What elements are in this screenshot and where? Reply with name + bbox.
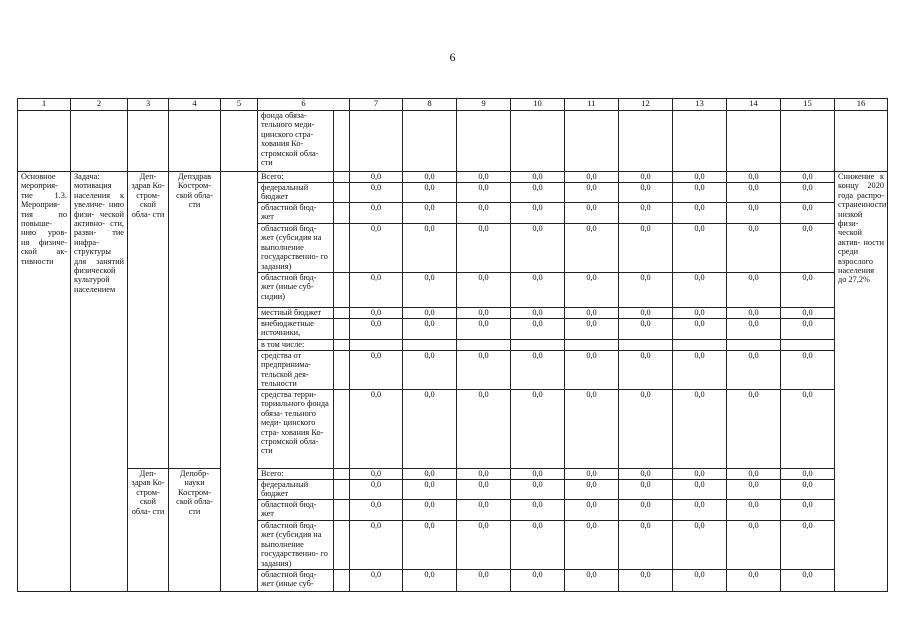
gap-cell (334, 340, 350, 351)
value-cell: 0,0 (565, 224, 619, 273)
value-cell: 0,0 (403, 570, 457, 592)
value-cell: 0,0 (350, 203, 403, 224)
source-label: областной бюд- жет (258, 203, 334, 224)
source-label: фонда обяза- тельного меди- цинского стра- хования Ко- стромской обла- сти (258, 111, 334, 172)
empty-cell (169, 111, 221, 172)
value-cell: 0,0 (565, 319, 619, 340)
value-cell: 0,0 (781, 570, 835, 592)
gap-cell (334, 203, 350, 224)
gap-cell (334, 570, 350, 592)
co-executor: Депобр- науки Костром- ской обла- сти (169, 469, 221, 592)
value-cell: 0,0 (619, 521, 673, 570)
value-cell: 0,0 (673, 224, 727, 273)
value-cell: 0,0 (565, 390, 619, 469)
gap-cell (334, 172, 350, 183)
value-cell: 0,0 (565, 351, 619, 390)
value-cell: 0,0 (511, 351, 565, 390)
page-number: 6 (449, 50, 456, 64)
value-cell: 0,0 (457, 203, 511, 224)
value-cell: 0,0 (457, 319, 511, 340)
empty-cell (835, 111, 888, 172)
gap-cell (334, 224, 350, 273)
value-cell: 0,0 (565, 570, 619, 592)
value-cell: 0,0 (619, 351, 673, 390)
value-cell: 0,0 (673, 390, 727, 469)
value-cell: 0,0 (457, 308, 511, 319)
value-cell: 0,0 (781, 172, 835, 183)
value-cell (781, 111, 835, 172)
header-cell: 6 (258, 99, 350, 111)
header-cell: 9 (457, 99, 511, 111)
value-cell: 0,0 (727, 308, 781, 319)
source-label: областной бюд- жет (иные суб- сидии) (258, 273, 334, 308)
value-cell (511, 111, 565, 172)
value-cell: 0,0 (403, 203, 457, 224)
value-cell: 0,0 (457, 172, 511, 183)
measure-name: Основное мероприя- тие 1.3. Мероприя- тия по повыше- нию уров- ня физиче- ской ак- тивности (18, 172, 71, 592)
value-cell: 0,0 (619, 390, 673, 469)
value-cell (727, 340, 781, 351)
funding-table (17, 98, 888, 592)
value-cell: 0,0 (511, 480, 565, 500)
value-cell: 0,0 (403, 521, 457, 570)
value-cell: 0,0 (403, 500, 457, 521)
value-cell: 0,0 (350, 308, 403, 319)
value-cell: 0,0 (403, 224, 457, 273)
gap-cell (334, 480, 350, 500)
value-cell: 0,0 (781, 390, 835, 469)
value-cell: 0,0 (673, 183, 727, 203)
value-cell: 0,0 (619, 273, 673, 308)
gap-cell (334, 319, 350, 340)
value-cell: 0,0 (727, 570, 781, 592)
value-cell (511, 340, 565, 351)
value-cell: 0,0 (403, 469, 457, 480)
value-cell (619, 111, 673, 172)
source-label: внебюджетные источники, (258, 319, 334, 340)
co-executor: Депздрав Костром- ской обла- сти (169, 172, 221, 469)
value-cell: 0,0 (403, 308, 457, 319)
value-cell: 0,0 (565, 172, 619, 183)
source-label: средства от предпринима- тельской дея- тельности (258, 351, 334, 390)
value-cell: 0,0 (781, 319, 835, 340)
value-cell: 0,0 (727, 273, 781, 308)
value-cell: 0,0 (727, 351, 781, 390)
value-cell: 0,0 (511, 319, 565, 340)
value-cell: 0,0 (511, 172, 565, 183)
value-cell: 0,0 (403, 183, 457, 203)
value-cell: 0,0 (619, 500, 673, 521)
value-cell: 0,0 (457, 480, 511, 500)
value-cell: 0,0 (781, 480, 835, 500)
value-cell: 0,0 (511, 308, 565, 319)
value-cell: 0,0 (511, 500, 565, 521)
empty-cell (128, 111, 169, 172)
value-cell: 0,0 (350, 224, 403, 273)
value-cell (403, 340, 457, 351)
value-cell: 0,0 (781, 183, 835, 203)
value-cell: 0,0 (403, 351, 457, 390)
header-cell: 10 (511, 99, 565, 111)
value-cell: 0,0 (673, 469, 727, 480)
value-cell: 0,0 (727, 172, 781, 183)
value-cell: 0,0 (350, 351, 403, 390)
header-cell: 1 (18, 99, 71, 111)
value-cell: 0,0 (727, 183, 781, 203)
value-cell: 0,0 (565, 469, 619, 480)
empty-cell (221, 111, 258, 172)
value-cell (673, 340, 727, 351)
value-cell: 0,0 (673, 521, 727, 570)
value-cell: 0,0 (673, 500, 727, 521)
empty-cell (71, 111, 128, 172)
header-cell: 12 (619, 99, 673, 111)
value-cell: 0,0 (673, 308, 727, 319)
value-cell: 0,0 (619, 480, 673, 500)
gap-cell (334, 469, 350, 480)
source-label: Всего: (258, 469, 334, 480)
source-label: в том числе: (258, 340, 334, 351)
value-cell: 0,0 (350, 570, 403, 592)
value-cell (403, 111, 457, 172)
gap-cell (334, 273, 350, 308)
value-cell (727, 111, 781, 172)
value-cell: 0,0 (350, 521, 403, 570)
value-cell: 0,0 (511, 273, 565, 308)
expected-result: Снижение к концу 2020 года распро- страненности низкой физи- ческой актив- ности среди взрослого населения до 27,2% (835, 172, 888, 592)
value-cell: 0,0 (457, 351, 511, 390)
header-cell: 3 (128, 99, 169, 111)
value-cell: 0,0 (457, 469, 511, 480)
value-cell: 0,0 (350, 390, 403, 469)
funding-row (18, 469, 888, 480)
gap-cell (334, 500, 350, 521)
value-cell: 0,0 (457, 273, 511, 308)
value-cell: 0,0 (565, 480, 619, 500)
value-cell: 0,0 (403, 319, 457, 340)
value-cell: 0,0 (781, 351, 835, 390)
gap-cell (334, 521, 350, 570)
value-cell: 0,0 (619, 224, 673, 273)
header-cell: 11 (565, 99, 619, 111)
header-row (18, 99, 888, 111)
value-cell: 0,0 (619, 469, 673, 480)
value-cell: 0,0 (781, 224, 835, 273)
value-cell: 0,0 (350, 172, 403, 183)
gap-cell (334, 351, 350, 390)
value-cell: 0,0 (781, 308, 835, 319)
value-cell: 0,0 (673, 273, 727, 308)
value-cell: 0,0 (565, 203, 619, 224)
value-cell: 0,0 (350, 273, 403, 308)
header-cell: 8 (403, 99, 457, 111)
value-cell: 0,0 (727, 224, 781, 273)
source-label: федеральный бюджет (258, 480, 334, 500)
value-cell: 0,0 (457, 224, 511, 273)
empty-cell (221, 172, 258, 592)
value-cell: 0,0 (727, 480, 781, 500)
source-label: областной бюд- жет (субсидия на выполнение государственно- го задания) (258, 521, 334, 570)
gap-cell (334, 183, 350, 203)
value-cell: 0,0 (565, 183, 619, 203)
gap-cell (334, 308, 350, 319)
value-cell: 0,0 (673, 319, 727, 340)
empty-cell (18, 111, 71, 172)
value-cell: 0,0 (565, 308, 619, 319)
header-cell: 13 (673, 99, 727, 111)
value-cell (350, 111, 403, 172)
value-cell: 0,0 (619, 183, 673, 203)
value-cell: 0,0 (565, 273, 619, 308)
value-cell: 0,0 (565, 521, 619, 570)
source-label: областной бюд- жет (иные суб- (258, 570, 334, 592)
value-cell: 0,0 (457, 521, 511, 570)
value-cell (457, 111, 511, 172)
value-cell: 0,0 (350, 480, 403, 500)
source-label: федеральный бюджет (258, 183, 334, 203)
header-cell: 14 (727, 99, 781, 111)
gap-cell (334, 390, 350, 469)
value-cell (673, 111, 727, 172)
value-cell: 0,0 (673, 203, 727, 224)
value-cell: 0,0 (673, 480, 727, 500)
value-cell (457, 340, 511, 351)
source-label: местный бюджет (258, 308, 334, 319)
value-cell: 0,0 (781, 203, 835, 224)
value-cell: 0,0 (511, 570, 565, 592)
responsible-executor: Деп- здрав Ко- стром- ской обла- сти (128, 172, 169, 469)
value-cell: 0,0 (511, 469, 565, 480)
value-cell (565, 111, 619, 172)
value-cell: 0,0 (403, 273, 457, 308)
value-cell: 0,0 (673, 351, 727, 390)
value-cell: 0,0 (511, 203, 565, 224)
header-cell: 7 (350, 99, 403, 111)
value-cell: 0,0 (619, 319, 673, 340)
value-cell: 0,0 (727, 319, 781, 340)
value-cell: 0,0 (781, 469, 835, 480)
value-cell: 0,0 (727, 469, 781, 480)
source-label: областной бюд- жет (258, 500, 334, 521)
value-cell: 0,0 (727, 521, 781, 570)
value-cell: 0,0 (781, 521, 835, 570)
value-cell: 0,0 (619, 172, 673, 183)
value-cell: 0,0 (457, 183, 511, 203)
value-cell: 0,0 (403, 390, 457, 469)
value-cell: 0,0 (350, 183, 403, 203)
value-cell: 0,0 (350, 319, 403, 340)
value-cell: 0,0 (727, 390, 781, 469)
value-cell: 0,0 (350, 500, 403, 521)
value-cell: 0,0 (511, 521, 565, 570)
header-cell: 2 (71, 99, 128, 111)
value-cell (350, 340, 403, 351)
value-cell: 0,0 (511, 224, 565, 273)
value-cell: 0,0 (727, 203, 781, 224)
header-cell: 5 (221, 99, 258, 111)
value-cell: 0,0 (457, 390, 511, 469)
continuation-row (18, 111, 888, 172)
responsible-executor: Деп- здрав Ко- стром- ской обла- сти (128, 469, 169, 592)
value-cell: 0,0 (457, 500, 511, 521)
value-cell (565, 340, 619, 351)
value-cell: 0,0 (727, 500, 781, 521)
value-cell: 0,0 (511, 183, 565, 203)
source-label: Всего: (258, 172, 334, 183)
value-cell: 0,0 (619, 570, 673, 592)
header-cell: 4 (169, 99, 221, 111)
value-cell: 0,0 (403, 480, 457, 500)
value-cell: 0,0 (673, 172, 727, 183)
value-cell: 0,0 (781, 273, 835, 308)
value-cell: 0,0 (350, 469, 403, 480)
measure-task: Задача: мотивация населения к увеличе- нию физи- ческой активно- сти, разви- тие инфра- структуры для занятий физической культурой населением (71, 172, 128, 592)
value-cell: 0,0 (565, 500, 619, 521)
value-cell (781, 340, 835, 351)
value-cell: 0,0 (781, 500, 835, 521)
value-cell: 0,0 (619, 308, 673, 319)
header-cell: 15 (781, 99, 835, 111)
funding-row (18, 172, 888, 183)
value-cell: 0,0 (457, 570, 511, 592)
gap-cell (334, 111, 350, 172)
source-label: средства терри- ториального фонда обяза- тельного меди- цинского стра- хования Ко- стромской обла- сти (258, 390, 334, 469)
header-cell: 16 (835, 99, 888, 111)
value-cell: 0,0 (673, 570, 727, 592)
value-cell: 0,0 (619, 203, 673, 224)
value-cell: 0,0 (511, 390, 565, 469)
source-label: областной бюд- жет (субсидия на выполнение государственно- го задания) (258, 224, 334, 273)
value-cell: 0,0 (403, 172, 457, 183)
value-cell (619, 340, 673, 351)
